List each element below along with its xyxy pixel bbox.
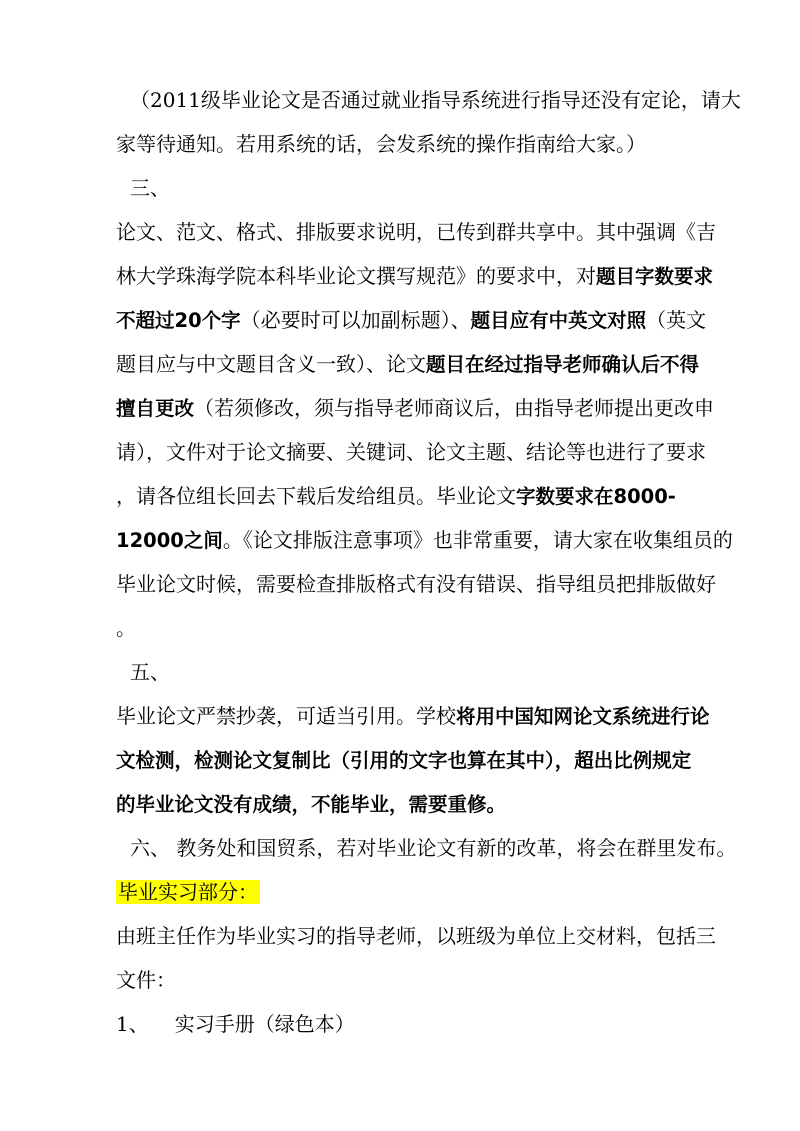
plain-text: （若须修改，须与指导老师商议后，由指导老师提出更改申 (194, 396, 715, 420)
section-3-line-8 (116, 518, 733, 562)
section-5-line-2 (116, 738, 696, 782)
section-3-line-2 (116, 254, 714, 298)
plain-text: （必要时可以加副标题）、 (240, 308, 471, 332)
plain-text: （英文 (646, 308, 707, 332)
note-line-1: （2011级毕业论文是否通过就业指导系统进行指导还没有定论，请大 (130, 88, 741, 112)
bold-text: 不超过20个字 (116, 309, 241, 332)
internship-line-1: 由班主任作为毕业实习的指导老师，以班级为单位上交材料，包括三 (116, 924, 716, 948)
plain-text: 林大学珠海学院本科毕业论文撰写规范》的要求中，对 (116, 264, 596, 288)
bold-text: 题目应有中英文对照 (470, 309, 647, 332)
section-5-heading: 五、 (130, 660, 170, 684)
section-3-line-3 (116, 298, 707, 342)
plain-text: 题目应与中文题目含义一致）、论文 (116, 352, 426, 376)
bold-text: 擅自更改 (116, 397, 195, 420)
section-3-line-7 (116, 474, 696, 518)
section-3-line-5 (116, 386, 715, 430)
internship-heading: 毕业实习部分： (118, 880, 258, 904)
list-item-text: 实习手册（绿色本） (174, 1012, 355, 1036)
bold-text: 文检测，检测论文复制比（引用的文字也算在其中），超出比例规定 (116, 749, 692, 772)
section-5-line-1 (116, 694, 710, 738)
section-3-line-9: 毕业论文时候，需要检查排版格式有没有错误、指导组员把排版做好 (116, 572, 716, 596)
bold-text: 将用中国知网论文系统进行论 (456, 705, 710, 728)
internship-line-2: 文件： (116, 968, 176, 992)
bold-text: 12000之间 (116, 529, 223, 552)
section-3-line-10: 。 (116, 616, 136, 640)
plain-text: 。《论文排版注意事项》也非常重要，请大家在收集组员的 (222, 528, 733, 552)
plain-text: 毕业论文严禁抄袭，可适当引用。学校 (116, 704, 456, 728)
bold-text: 题目在经过指导老师确认后不得 (426, 353, 700, 376)
list-item-number: 1、 (116, 1012, 149, 1036)
list-item-1 (116, 1002, 696, 1046)
document-page (116, 78, 741, 1046)
section-3-line-1: 论文、范文、格式、排版要求说明，已传到群共享中。其中强调《吉 (116, 220, 716, 244)
section-3-line-4 (116, 342, 700, 386)
bold-text: 题目字数要求 (596, 265, 714, 288)
section-3-line-6: 请），文件对于论文摘要、关键词、论文主题、结论等也进行了要求 (116, 440, 706, 464)
section-6-line: 六、 教务处和国贸系，若对毕业论文有新的改革，将会在群里发布。 (130, 836, 737, 860)
bold-text: 的毕业论文没有成绩，不能毕业，需要重修。 (116, 793, 507, 816)
section-3-heading: 三、 (130, 176, 170, 200)
internship-heading-line (116, 870, 696, 914)
section-5-line-3 (116, 782, 696, 826)
plain-text: ，请各位组长回去下载后发给组员。毕业论文 (116, 484, 516, 508)
bold-text: 字数要求在8000- (516, 485, 676, 508)
note-line-2: 家等待通知。若用系统的话，会发系统的操作指南给大家。） (116, 132, 646, 156)
